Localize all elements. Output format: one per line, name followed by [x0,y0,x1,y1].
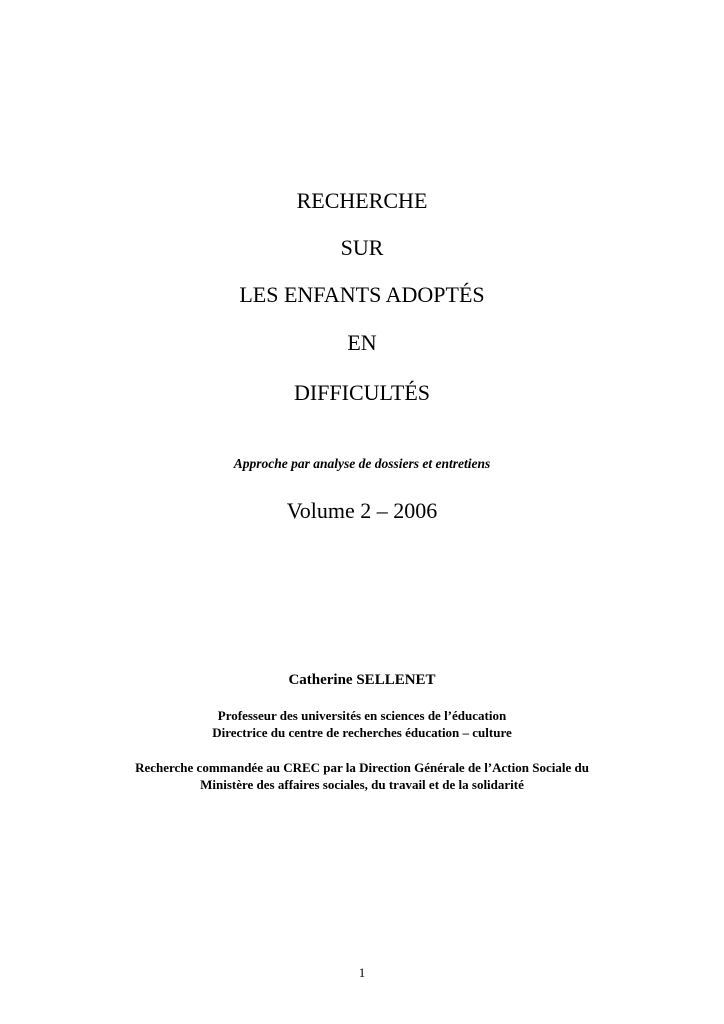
page-number: 1 [358,965,366,980]
subtitle: Approche par analyse de dossiers et entretiens [233,456,491,471]
commission-line-1: Recherche commandée au CREC par la Direction Générale de l’Action Sociale du [135,760,589,775]
title-line-en: EN [347,330,377,355]
title-line-difficultes: DIFFICULTÉS [293,380,431,405]
affiliation-line-1: Professeur des universités en sciences de l’éducation [217,708,507,723]
title-line-sur: SUR [340,235,384,260]
author-name: Catherine SELLENET [288,672,436,688]
commission-line-2: Ministère des affaires sociales, du travail et de la solidarité [200,777,524,792]
title-line-enfants-adoptes: LES ENFANTS ADOPTÉS [239,282,485,307]
affiliation-line-2: Directrice du centre de recherches éducation – culture [212,725,512,740]
volume-label: Volume 2 – 2006 [286,498,438,523]
title-line-recherche: RECHERCHE [296,188,428,213]
